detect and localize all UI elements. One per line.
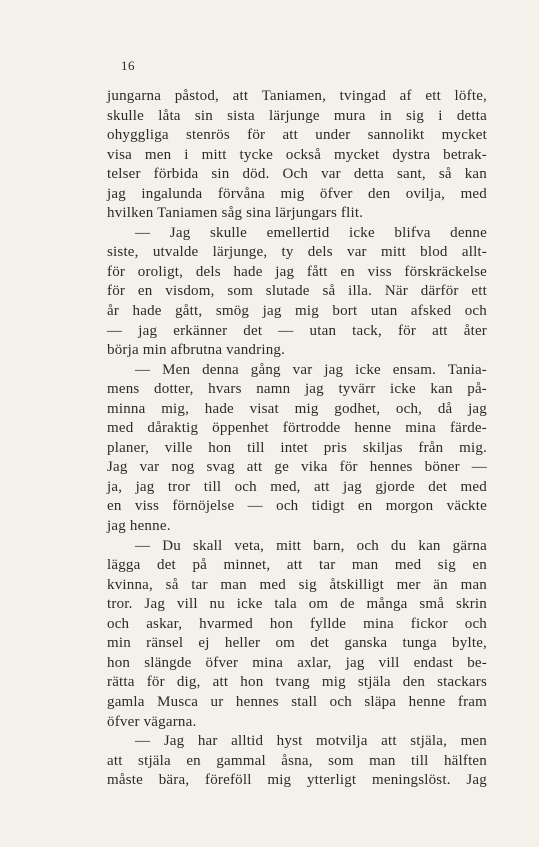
text-line: för oroligt, dels hade jag fått en viss förskräckelse xyxy=(107,263,487,280)
body-text xyxy=(107,87,487,791)
text-line: måste bära, föreföll mig ytterligt meningslöst. Jag xyxy=(107,772,487,789)
text-line: kvinna, så tar man med sig åtskilligt mer än man xyxy=(107,576,487,593)
text-line: öfver vägarna. xyxy=(107,713,197,730)
text-line: ohyggliga stenrös för att under sannolikt mycket xyxy=(107,127,487,144)
text-line: — Du skall veta, mitt barn, och du kan gärna xyxy=(135,537,487,554)
text-line: hon slängde öfver mina axlar, jag vill endast be- xyxy=(107,654,487,671)
text-line: planer, ville hon till intet pris skiljas från mig. xyxy=(107,439,487,456)
text-line: — Jag skulle emellertid icke blifva denne xyxy=(135,224,487,241)
text-line: för en visdom, som slutade så illa. När därför ett xyxy=(107,283,487,300)
text-line: telser förbida sin död. Och var detta sant, så kan xyxy=(107,166,487,183)
text-line: lägga det på minnet, att tar man med sig en xyxy=(107,557,487,574)
text-line: jag henne. xyxy=(107,518,171,535)
text-line: hvilken Taniamen såg sina lärjungars flit. xyxy=(107,205,364,222)
text-line: jag ingalunda förvåna mig öfver den oviljа, med xyxy=(107,185,487,202)
text-line: ja, jag tror till och med, att jag gjorde det med xyxy=(107,478,487,495)
text-line: och askar, hvarmed hon fyllde mina fickor och xyxy=(107,615,487,632)
text-line: jungarna påstod, att Taniamen, tvingad af ett löfte, xyxy=(107,88,487,104)
page-number: 16 xyxy=(121,58,135,73)
text-line: börja min afbrutna vandring. xyxy=(107,342,286,359)
text-line: med dåraktig öppenhet förtrodde henne mina färde- xyxy=(107,420,487,437)
text-line: min ränsel ej heller om det ganska tunga bylte, xyxy=(107,635,487,652)
text-line: en viss förnöjelse — och tidigt en morgon väckte xyxy=(107,498,487,515)
text-line: Jag var nog svag att ge vika för hennes böner — xyxy=(107,459,487,476)
text-line: visa men i mitt tycke också mycket dystra betrak- xyxy=(107,146,487,163)
text-line: att stjäla en gammal åsna, som man till hälften xyxy=(107,752,487,769)
text-line: — Jag har alltid hyst motvilja att stjäla, men xyxy=(135,733,487,750)
text-line: rätta för dig, att hon tvang mig stjäla den stackars xyxy=(107,674,487,691)
text-line: — jag erkänner det — utan tack, för att åter xyxy=(107,322,487,339)
text-line: skulle låta sin sista lärjunge mura in sig i detta xyxy=(107,107,487,124)
text-line: gamla Musca ur hennes stall och släpa henne fram xyxy=(107,693,487,710)
text-line: mens dotter, hvars namn jag tyvärr icke kan på- xyxy=(107,381,487,398)
text-line: siste, utvalde lärjunge, ty dels var mitt blod allt- xyxy=(107,244,487,261)
text-line: minna mig, hade visat mig godhet, och, då jag xyxy=(107,400,487,417)
text-line: år hade gått, smög jag mig bort utan afsked och xyxy=(107,303,487,320)
text-line: — Men denna gång var jag icke ensam. Tania- xyxy=(135,361,487,378)
text-line: tror. Jag vill nu icke tala om de många små skrin xyxy=(107,596,487,613)
